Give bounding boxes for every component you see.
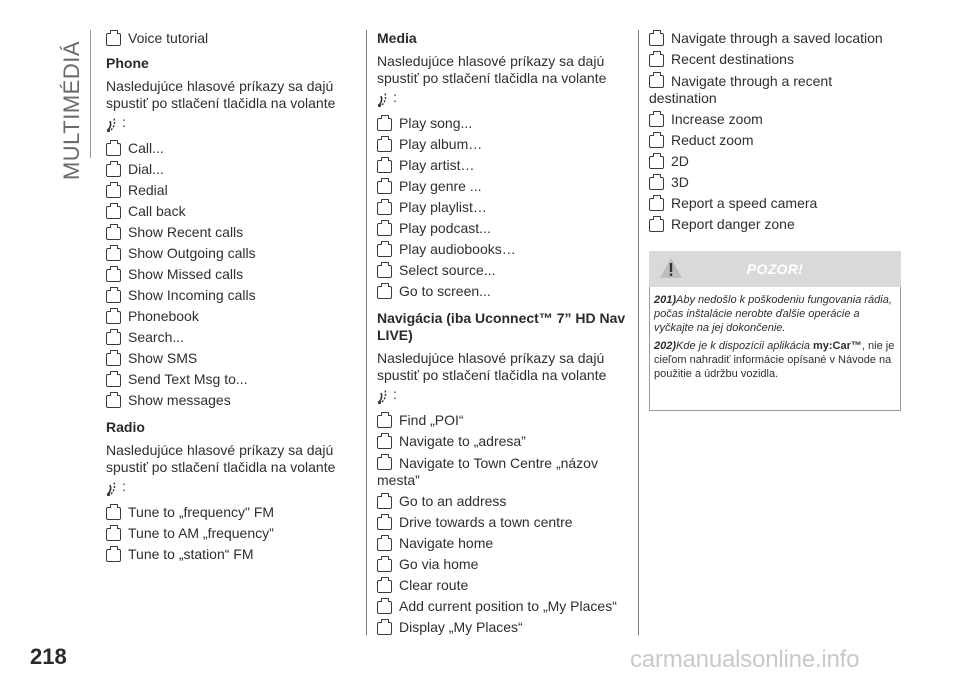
command-text: Search... [128, 329, 185, 345]
list-item [106, 308, 356, 329]
radio-command-list [106, 504, 356, 567]
command-bullet-icon [377, 415, 392, 428]
command-text: Find „POI“ [399, 412, 464, 428]
command-text: Show Outgoing calls [128, 245, 256, 261]
list-item [106, 371, 356, 392]
command-bullet-icon [649, 54, 664, 67]
command-text: Show messages [128, 392, 231, 408]
list-item [106, 504, 356, 525]
warning-notes [649, 287, 901, 411]
list-item [649, 51, 901, 72]
list-item [377, 283, 632, 304]
list-item [377, 577, 632, 598]
list-item [377, 262, 632, 283]
column-divider-1 [366, 30, 367, 635]
section-label: MULTIMÉDIÁ [59, 40, 84, 180]
command-bullet-icon [649, 156, 664, 169]
command-bullet-icon [377, 517, 392, 530]
command-bullet-icon [377, 223, 392, 236]
voice-command-icon [106, 115, 120, 133]
command-text: Tune to „station“ FM [128, 546, 254, 562]
list-item [377, 199, 632, 220]
intro-paragraph: Nasledujúce hlasové príkazy sa dajú spustiť po stlačení tlačidla na volante [377, 53, 607, 86]
command-text: Go to an address [399, 493, 507, 509]
command-text: Recent destinations [671, 51, 794, 67]
command-text: Navigate to „adresa” [399, 433, 526, 449]
media-command-list [377, 115, 632, 304]
list-item [106, 392, 356, 413]
command-bullet-icon [649, 219, 664, 232]
voice-button-line: : [377, 89, 632, 115]
command-bullet-icon [106, 143, 121, 156]
command-bullet-icon [377, 139, 392, 152]
list-item [377, 598, 632, 619]
column-divider-2 [638, 30, 639, 635]
command-bullet-icon [106, 395, 121, 408]
command-bullet-icon [649, 33, 664, 46]
command-text: Play album… [399, 136, 483, 152]
command-text: Dial... [128, 161, 164, 177]
list-item [106, 525, 356, 546]
list-item [649, 111, 901, 132]
voice-button-line: : [377, 386, 632, 412]
list-item [106, 182, 356, 203]
voice-command-icon [377, 387, 391, 405]
section-heading-phone: Phone [106, 55, 149, 71]
list-item [649, 72, 901, 107]
command-text: Show Missed calls [128, 266, 244, 282]
list-item [377, 556, 632, 577]
command-text: Select source... [399, 262, 496, 278]
command-text: Report a speed camera [671, 195, 818, 211]
command-bullet-icon [106, 311, 121, 324]
list-item [106, 350, 356, 371]
voice-button-line: : [106, 478, 356, 504]
intro-paragraph: Nasledujúce hlasové príkazy sa dajú spustiť po stlačení tlačidla na volante [377, 350, 607, 383]
command-bullet-icon [106, 353, 121, 366]
note-202: 202)Kde je k dispozícii aplikácia my:Car™, nie je cieľom nahradiť informácie opísané v Návode na použitie a údržbu vozidla. [654, 340, 895, 380]
command-bullet-icon [106, 33, 121, 46]
list-item [106, 224, 356, 245]
command-bullet-icon [377, 202, 392, 215]
command-text: Increase zoom [671, 111, 763, 127]
list-item [106, 546, 356, 567]
command-text: Navigate through a saved location [671, 30, 883, 46]
command-text: Show SMS [128, 350, 198, 366]
command-text: Drive towards a town centre [399, 514, 573, 530]
column-phone-radio [106, 30, 356, 567]
command-bullet-icon [106, 332, 121, 345]
list-item [649, 216, 901, 237]
command-bullet-icon [106, 269, 121, 282]
command-bullet-icon [649, 114, 664, 127]
warning-triangle-icon [659, 257, 683, 279]
command-text: Clear route [399, 577, 469, 593]
list-item [377, 115, 632, 136]
command-text: Play audiobooks… [399, 241, 516, 257]
warning-title: POZOR! [746, 261, 804, 277]
command-text: Play playlist… [399, 199, 487, 215]
list-item [106, 140, 356, 161]
list-item [377, 241, 632, 262]
list-item [649, 30, 901, 51]
command-text: Call back [128, 203, 186, 219]
list-item [106, 287, 356, 308]
command-text: Play genre ... [399, 178, 482, 194]
command-text: Reduct zoom [671, 132, 754, 148]
command-text: Report danger zone [671, 216, 795, 232]
list-item [377, 157, 632, 178]
navigation-command-list-continued [649, 30, 901, 237]
command-text: Go to screen... [399, 283, 491, 299]
command-bullet-icon [106, 248, 121, 261]
command-text: 3D [671, 174, 689, 190]
command-text: Show Recent calls [128, 224, 244, 240]
navigation-command-list [377, 412, 632, 640]
command-bullet-icon [106, 290, 121, 303]
command-bullet-icon [377, 118, 392, 131]
command-text: Play song... [399, 115, 473, 131]
list-item [377, 535, 632, 556]
list-item [377, 433, 632, 454]
command-bullet-icon [649, 75, 664, 88]
command-bullet-icon [106, 206, 121, 219]
section-heading-navigation: Navigácia (iba Uconnect™ 7” HD Nav LIVE) [377, 310, 626, 343]
command-bullet-icon [377, 559, 392, 572]
list-item [377, 178, 632, 199]
list-item [649, 153, 901, 174]
intro-paragraph: Nasledujúce hlasové príkazy sa dajú spustiť po stlačení tlačidla na volante [106, 442, 336, 475]
command-text: Navigate to Town Centre „názov mesta” [377, 455, 598, 488]
command-bullet-icon [106, 185, 121, 198]
command-bullet-icon [377, 601, 392, 614]
command-bullet-icon [106, 528, 121, 541]
section-divider [90, 30, 91, 158]
list-item [377, 136, 632, 157]
list-item [106, 203, 356, 224]
command-bullet-icon [649, 135, 664, 148]
command-text: Tune to „frequency" FM [128, 504, 275, 520]
command-text: Go via home [399, 556, 479, 572]
list-item [377, 220, 632, 241]
section-heading-media: Media [377, 30, 417, 46]
command-text: Redial [128, 182, 168, 198]
list-item [106, 266, 356, 287]
command-text: Tune to AM „frequency” [128, 525, 274, 541]
command-text: Navigate home [399, 535, 494, 551]
command-text: Show Incoming calls [128, 287, 256, 303]
command-bullet-icon [377, 265, 392, 278]
voice-button-line: : [106, 114, 356, 140]
command-text: Phonebook [128, 308, 199, 324]
command-text: Display „My Places“ [399, 619, 523, 635]
command-bullet-icon [377, 496, 392, 509]
command-bullet-icon [377, 181, 392, 194]
command-bullet-icon [377, 457, 392, 470]
phone-command-list [106, 140, 356, 413]
command-bullet-icon [106, 227, 121, 240]
command-text: Call... [128, 140, 164, 156]
command-bullet-icon [106, 374, 121, 387]
list-item [377, 412, 632, 433]
command-bullet-icon [106, 507, 121, 520]
voice-command-icon [106, 479, 120, 497]
command-text: Send Text Msg to... [128, 371, 248, 387]
list-item [377, 454, 632, 489]
list-item [106, 329, 356, 350]
command-text: Play artist… [399, 157, 475, 173]
page-number: 218 [30, 644, 67, 669]
warning-header [649, 251, 901, 287]
command-bullet-icon [377, 538, 392, 551]
command-bullet-icon [377, 436, 392, 449]
list-item [649, 195, 901, 216]
list-item: Voice tutorial [106, 30, 356, 51]
list-item [649, 174, 901, 195]
list-item [377, 514, 632, 535]
command-bullet-icon [106, 164, 121, 177]
list-item [377, 493, 632, 514]
command-bullet-icon [377, 286, 392, 299]
command-bullet-icon [377, 622, 392, 635]
list-item [649, 132, 901, 153]
command-bullet-icon [377, 244, 392, 257]
list-item [106, 245, 356, 266]
list-item [106, 161, 356, 182]
command-text: Add current position to „My Places“ [399, 598, 617, 614]
command-bullet-icon [649, 198, 664, 211]
command-bullet-icon [377, 160, 392, 173]
list-item [377, 619, 632, 640]
command-bullet-icon [377, 580, 392, 593]
note-201: 201)Aby nedošlo k poškodeniu fungovania rádia, počas inštalácie nerobte ďalšie operácie a vyčkajte na jej dokončenie. [654, 294, 892, 334]
footer-watermark: carmanualsonline.info [630, 646, 860, 673]
command-bullet-icon [649, 177, 664, 190]
voice-command-icon [377, 90, 391, 108]
column-nav-continued [649, 30, 901, 411]
command-text: 2D [671, 153, 689, 169]
command-bullet-icon [106, 549, 121, 562]
column-media-nav [377, 30, 632, 640]
section-heading-radio: Radio [106, 419, 145, 435]
command-text: Navigate through a recent destination [649, 73, 833, 106]
intro-paragraph: Nasledujúce hlasové príkazy sa dajú spustiť po stlačení tlačidla na volante [106, 78, 336, 111]
command-text: Play podcast... [399, 220, 491, 236]
